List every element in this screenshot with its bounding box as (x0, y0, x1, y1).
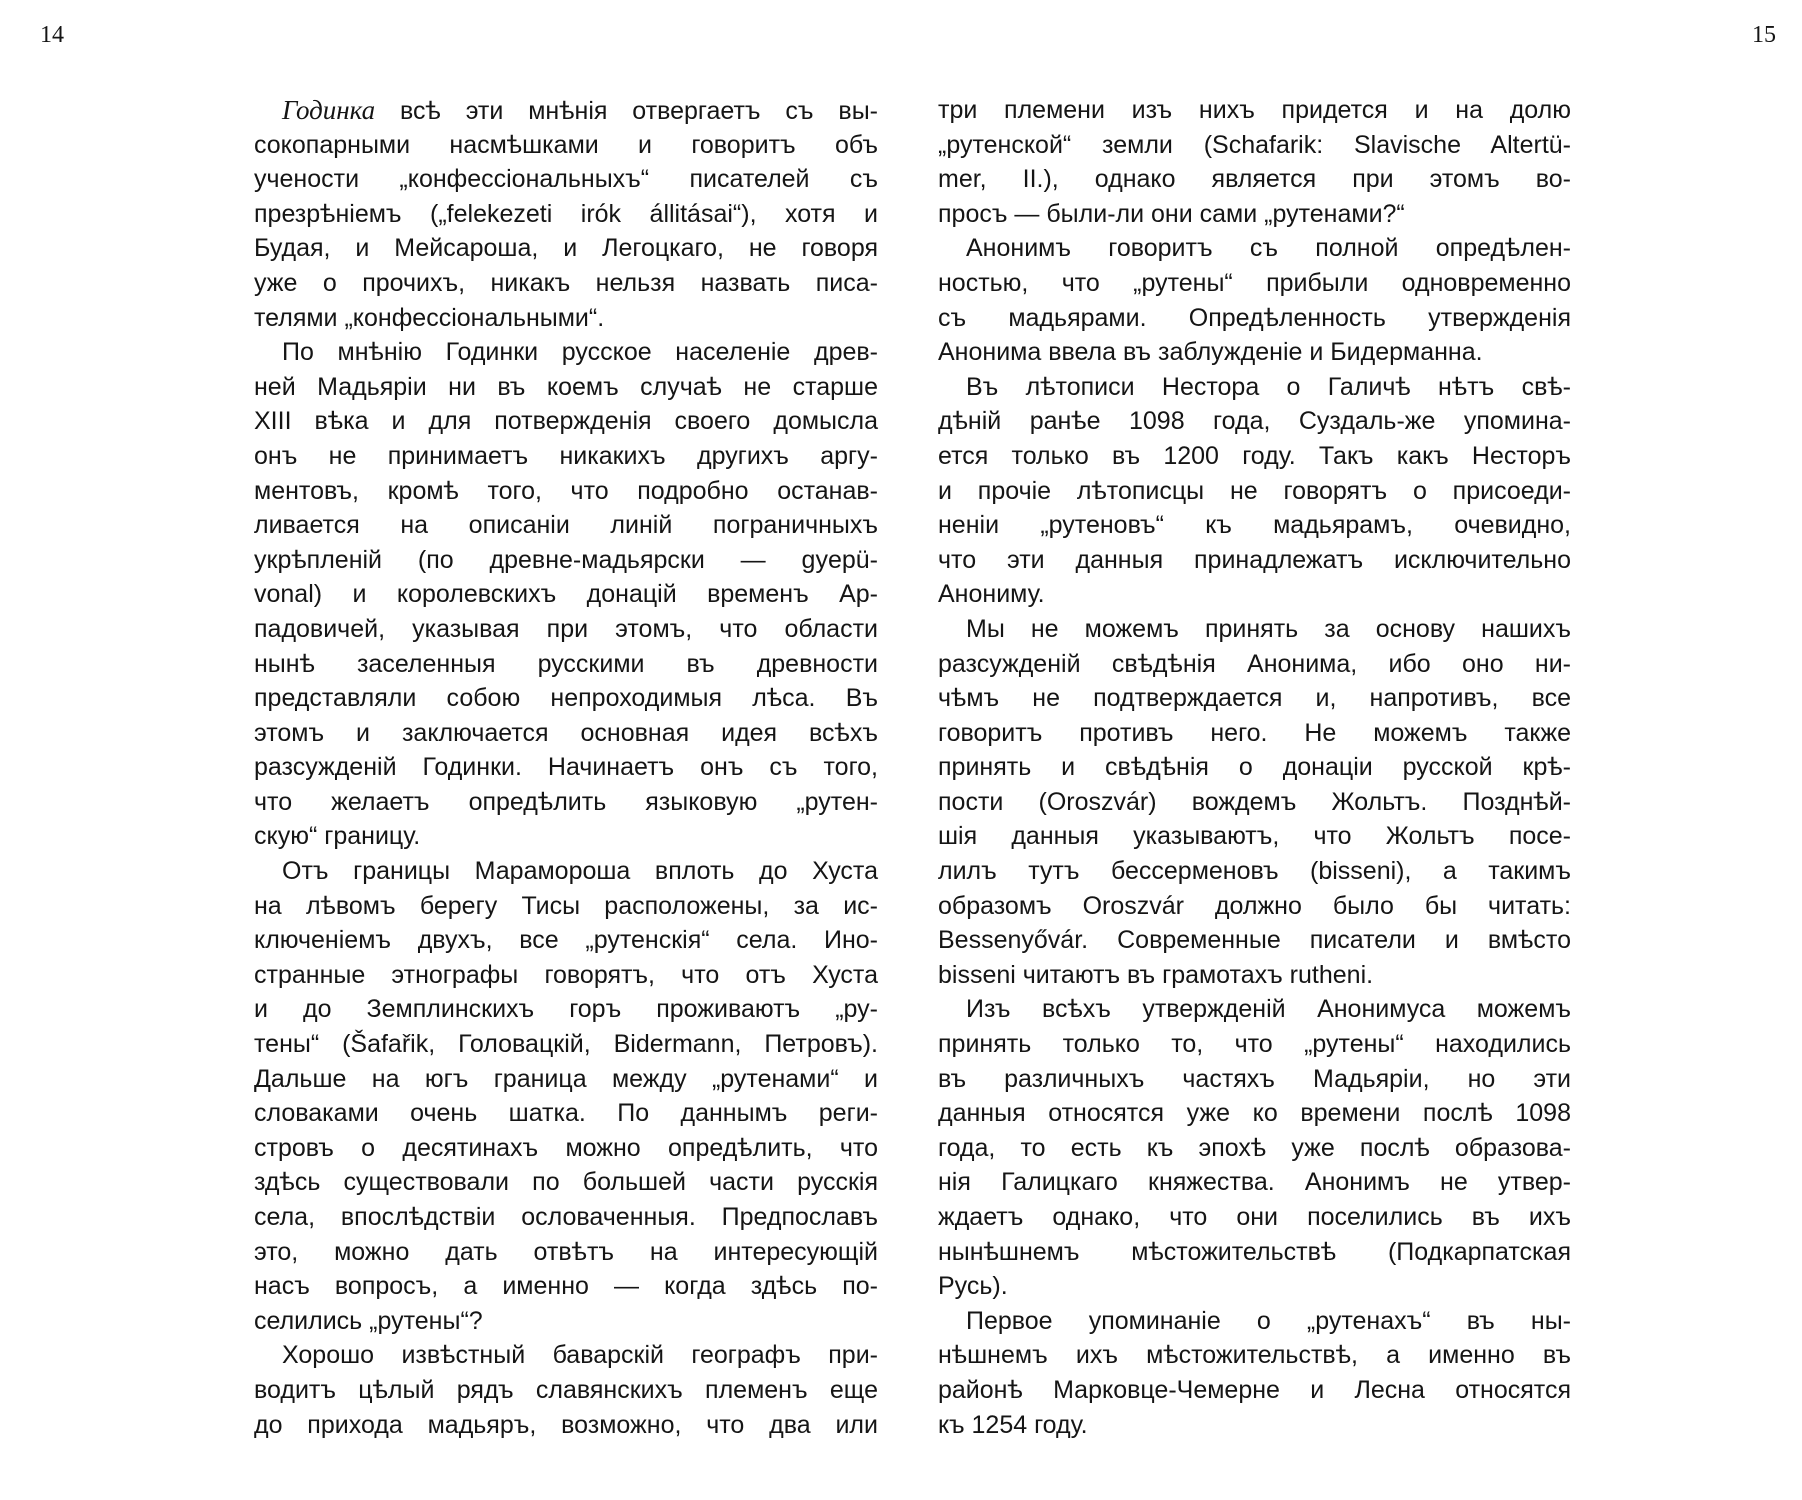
text-line: презрѣніемъ („felekezeti irók állitásai“), хотя и (254, 199, 878, 228)
text-line: нія Галицкаго княжества. Анонимъ не утвер- (938, 1168, 1571, 1197)
text-line: ждаетъ однако, что они поселились въ ихъ (938, 1203, 1571, 1231)
text-line: разсужденій Годинки. Начинаетъ онъ съ того, (254, 753, 878, 782)
text-line: vonal) и королевскихъ донацій временъ Ар- (254, 580, 878, 609)
paragraph (254, 854, 878, 1338)
text-line: просъ — были-ли они сами „рутенами?“ (938, 199, 1405, 228)
text-line: словаками очень шатка. По даннымъ реги- (254, 1099, 878, 1128)
text-line: ней Мадьяріи ни въ коемъ случаѣ не старше (254, 372, 878, 401)
text-line: Анонима ввела въ заблужденіе и Бидерманна. (938, 338, 1483, 367)
text-line: Въ лѣтописи Нестора о Галичѣ нѣтъ свѣ- (966, 372, 1571, 401)
text-line: что эти данныя принадлежатъ исключительно (938, 545, 1571, 574)
text-line: укрѣпленій (по древне-мадьярски — gyepü- (254, 545, 878, 574)
text-line: чѣмъ не подтверждается и, напротивъ, все (938, 684, 1571, 713)
text-line: говоритъ противъ него. Не можемъ также (938, 718, 1571, 747)
text-line: къ 1254 году. (938, 1410, 1088, 1439)
text-line: селились „рутены“? (254, 1306, 483, 1335)
text-line: разсужденій свѣдѣнія Анонима, ибо оно ни- (938, 649, 1571, 678)
text-line: въ различныхъ частяхъ Мадьяріи, но эти (938, 1064, 1571, 1093)
text-line: шія данныя указываютъ, что Жольтъ посе- (938, 822, 1571, 851)
text-line: нынѣ заселенныя русскими въ древности (254, 649, 878, 678)
paragraph (938, 1304, 1571, 1442)
text-line: Анониму. (938, 580, 1045, 609)
text-line: села, впослѣдствіи ословаченныя. Предпославъ (254, 1203, 878, 1231)
text-line: принять и свѣдѣнія о донаціи русской крѣ- (938, 753, 1571, 782)
left-page-text-column (254, 93, 878, 1442)
text-line: принять только то, что „рутены“ находились (938, 1030, 1571, 1059)
text-line: и прочіе лѣтописцы не говорятъ о присоеди- (938, 476, 1571, 505)
text-line-rest: всѣ эти мнѣнія отвергаетъ съ вы- (375, 97, 878, 125)
text-line: Будая, и Мейсароша, и Легоцкаго, не говоря (254, 234, 878, 263)
paragraph (938, 370, 1571, 612)
italic-author-name: Годинка (282, 95, 376, 125)
text-line: онъ не принимаетъ никакихъ другихъ аргу- (254, 441, 878, 470)
text-line: mer, II.), однако является при этомъ во- (938, 165, 1571, 194)
text-line: ментовъ, кромѣ того, что подробно останав- (254, 476, 878, 505)
text-line: Отъ границы Марамороша вплоть до Хуста (282, 857, 878, 886)
text-line: XIII вѣка и для потвержденія своего домысла (254, 407, 878, 436)
text-line: съ мадьярами. Опредѣленность утвержденія (938, 303, 1571, 332)
text-line: ется только въ 1200 году. Такъ какъ Несторъ (938, 441, 1571, 470)
text-line: данныя относятся уже ко времени послѣ 1098 (938, 1099, 1571, 1128)
paragraph (938, 612, 1571, 993)
text-line: сокопарными насмѣшками и говоритъ объ (254, 130, 878, 159)
text-line: Первое упоминаніе о „рутенахъ“ въ ны- (966, 1306, 1571, 1335)
text-line: неніи „рутеновъ“ къ мадьярамъ, очевидно, (938, 511, 1571, 540)
text-line: Дальше на югъ граница между „рутенами“ и (254, 1064, 878, 1093)
page-number-left: 14 (40, 22, 64, 48)
text-line: ключеніемъ двухъ, все „рутенскія“ села. Ино- (254, 926, 878, 955)
text-line: Русь). (938, 1272, 1008, 1301)
text-line: образомъ Oroszvár должно было бы читать: (938, 891, 1571, 920)
text-line: ливается на описаніи линій пограничныхъ (254, 511, 878, 540)
text-line: стровъ о десятинахъ можно опредѣлить, что (254, 1133, 878, 1162)
text-line: дѣній ранѣе 1098 года, Суздаль-же упомина- (938, 407, 1571, 436)
text-line: лилъ тутъ бессерменовъ (bisseni), а такимъ (938, 857, 1571, 886)
text-line: „рутенской“ земли (Schafarik: Slavische Altertü- (938, 130, 1571, 159)
right-page-text-column (938, 93, 1571, 1442)
text-line: нѣшнемъ ихъ мѣстожительствѣ, а именно въ (938, 1341, 1571, 1370)
text-line: три племени изъ нихъ придется и на долю (938, 96, 1571, 124)
text-line: ностью, что „рутены“ прибыли одновременно (938, 268, 1571, 297)
text-line: падовичей, указывая при этомъ, что области (254, 614, 878, 643)
text-line: странные этнографы говорятъ, что отъ Хуста (254, 960, 878, 989)
text-line: и до Земплинскихъ горъ проживаютъ „ру- (254, 995, 878, 1024)
text-line: насъ вопросъ, а именно — когда здѣсь по- (254, 1272, 878, 1301)
text-line: на лѣвомъ берегу Тисы расположены, за ис- (254, 891, 878, 920)
text-line: нынѣшнемъ мѣстожительствѣ (Подкарпатская (938, 1237, 1571, 1266)
text-line: Хорошо извѣстный баварскій географъ при- (282, 1341, 878, 1370)
text-line: года, то есть къ эпохѣ уже послѣ образова- (938, 1133, 1571, 1162)
text-line: это, можно дать отвѣтъ на интересующій (254, 1237, 878, 1266)
paragraph (254, 93, 878, 335)
paragraph (254, 335, 878, 854)
text-line: bisseni читаютъ въ грамотахъ rutheni. (938, 960, 1374, 989)
text-line: тены“ (Šafařik, Головацкій, Bidermann, Петровъ). (254, 1030, 878, 1059)
text-line: пости (Oroszvár) вождемъ Жольтъ. Позднѣй- (938, 787, 1571, 816)
paragraph (938, 93, 1571, 231)
paragraph (938, 992, 1571, 1303)
text-line: что желаетъ опредѣлить языковую „рутен- (254, 787, 878, 816)
text-line (254, 93, 878, 128)
text-line: этомъ и заключается основная идея всѣхъ (254, 718, 878, 747)
text-line: Bessenyővár. Современные писатели и вмѣсто (938, 926, 1571, 955)
text-line: районѣ Марковце-Чемерне и Лесна относятся (938, 1375, 1571, 1404)
text-line: учености „конфессіональныхъ“ писателей съ (254, 165, 878, 194)
text-line: водитъ цѣлый рядъ славянскихъ племенъ еще (254, 1375, 878, 1404)
page-number-right: 15 (1752, 22, 1776, 48)
text-line: до прихода мадьяръ, возможно, что два или (254, 1410, 878, 1439)
text-line: Анонимъ говоритъ съ полной опредѣлен- (966, 234, 1571, 263)
text-line: уже о прочихъ, никакъ нельзя назвать писа- (254, 268, 878, 297)
text-line: здѣсь существовали по большей части русскія (254, 1168, 878, 1197)
text-line: телями „конфессіональными“. (254, 303, 605, 332)
paragraph (254, 1338, 878, 1442)
text-line: скую“ границу. (254, 822, 421, 851)
text-line: представляли собою непроходимыя лѣса. Въ (254, 684, 878, 713)
text-line: Изъ всѣхъ утвержденій Анонимуса можемъ (966, 995, 1571, 1024)
text-line: По мнѣнію Годинки русское населеніе древ- (282, 338, 878, 367)
text-line: Мы не можемъ принять за основу нашихъ (966, 614, 1571, 643)
paragraph (938, 231, 1571, 369)
